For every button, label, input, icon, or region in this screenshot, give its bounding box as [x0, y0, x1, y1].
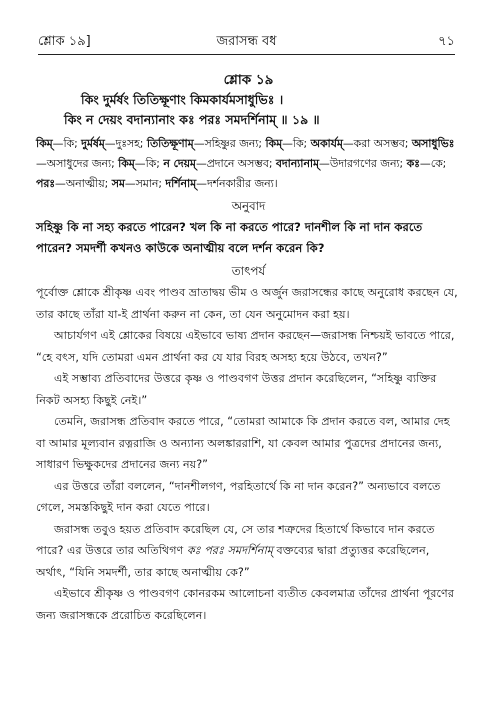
header-verse-ref: শ্লোক ১৯]: [38, 34, 91, 49]
synonym-term: কিম্‌: [36, 137, 53, 150]
paragraph-text: বক্তব্যের দ্বারা প্রত্যুত্তর করেছিলেন, অর্থাৎ, “যিনি সমদর্শী, তার কাছে অনাত্মীয় কে?”: [36, 544, 430, 579]
synonym-term: ন দেয়ম্‌: [163, 157, 196, 170]
synonym-meaning: —অনাত্মীয়;: [55, 177, 112, 190]
synonym-meaning: —প্রদানে অসম্ভব;: [195, 157, 276, 170]
synonym-meaning: —কি;: [52, 137, 82, 150]
verse-number: শ্লোক ১৯: [223, 72, 274, 88]
synonym-term: কিম্‌: [265, 137, 283, 150]
purport-heading: তাৎপর্য: [231, 264, 266, 278]
synonym-meaning: —অসাধুদের জন্য;: [36, 157, 119, 170]
header-rule: [38, 54, 455, 55]
synonym-term: বদান্যানাম্‌: [275, 157, 320, 170]
synonym-term: দর্শিনাম্‌: [165, 177, 197, 190]
quoted-sanskrit-phrase: কঃ পরঃ সমদর্শিনাম্‌: [186, 544, 273, 557]
synonym-term: অকার্যম্‌: [310, 137, 343, 150]
page-content: [36, 70, 461, 626]
purport-paragraph: আচার্যগণ এই শ্লোকের বিষয়ে এইভাবে ভাষ্য প্রদান করছেন—জরাসন্ধ নিশ্চয়ই ভাবতে পারে, “হে বৎস, যদি তোমরা এমন প্রার্থনা কর যে যার বিরহ অসহ্য হয়ে উঠবে, তখন?”: [36, 329, 455, 364]
synonym-meaning: —সহিষ্ণুর জন্য;: [193, 137, 266, 150]
paragraph-text: জরাসন্ধ তবুও হয়ত প্রতিবাদ করেছিল যে, সে তার শত্রুদের হিতার্থে কিভাবে দান করতে পারে? এর উত্তরে তার অতিথিগণ: [36, 522, 435, 557]
translation-text: সহিষ্ণু কি না সহ্য করতে পারেন? খল কি না করতে পারে? দানশীল কি না দান করতে পারেন? সমদর্শী কখনও কাউকে অনাত্মীয় বলে দর্শন করেন কি?: [36, 220, 423, 255]
purport-paragraph: [36, 519, 461, 584]
synonym-term: কিম্‌: [118, 157, 135, 170]
synonyms-block: [36, 134, 461, 194]
synonym-meaning: —দুঃসহ;: [104, 137, 147, 150]
synonym-meaning: —কে;: [419, 157, 447, 170]
purport-paragraph: পূর্বোক্ত শ্লোকে শ্রীকৃষ্ণ এবং পাণ্ডব ভ্রাতাদ্বয় ভীম ও অর্জুন জরাসন্ধের কাছে অনুরোধ করছেন যে, তার কাছে তাঁরা যা-ই প্রার্থনা করুন না কেন, তা যেন অনুমোদন করা হয়।: [36, 286, 458, 321]
purport-paragraph: এর উত্তরে তাঁরা বললেন, “দানশীলগণ, পরহিতার্থে কি না দান করেন?” অন্যভাবে বলতে গেলে, সমস্তকিছুই দান করা যেতে পারে।: [36, 479, 441, 514]
purport-paragraph: তেমনি, জরাসন্ধ প্রতিবাদ করতে পারে, “তোমরা আমাকে কি প্রদান করতে বল, আমার দেহ বা আমার মূল্যবান রত্নরাজি ও অন্যান্য অলঙ্কাররাশি, যা কেবল আমার পুত্রদের প্রদানের জন্য, সাধারণ ভিক্ষুকদের প্রদানের জন্য নয়?”: [36, 415, 450, 471]
synonym-meaning: —দর্শনকারীর জন্য।: [196, 177, 278, 190]
synonym-meaning: —কি;: [134, 157, 164, 170]
purport-paragraph: এইভাবে শ্রীকৃষ্ণ ও পাণ্ডবগণ কোনরকম আলোচনা ব্যতীত কেবলমাত্র তাঁদের প্রার্থনা পূরণের জন্য জরাসন্ধকে প্ররোচিত করেছিলেন।: [36, 587, 454, 622]
verse-line-1: কিং দুর্মর্ষং তিতিক্ষূণাং কিমকার্যমসাধুভিঃ ।: [81, 92, 284, 107]
header-chapter-title: জরাসন্ধ বধ: [216, 34, 277, 49]
synonym-term: সম: [111, 177, 125, 190]
synonym-term: পরঃ: [36, 177, 56, 190]
running-header: [38, 32, 455, 52]
synonym-meaning: —সমান;: [124, 177, 166, 190]
synonym-term: কঃ: [406, 157, 420, 170]
synonym-term: তিতিক্ষূণাম্‌: [146, 137, 194, 150]
verse-line-2: কিং ন দেয়ং বদান্যানাং কঃ পরঃ সমদর্শিনাম্‌ ॥ ১৯ ॥: [64, 112, 320, 127]
page-number: ৭১: [438, 34, 455, 49]
synonym-meaning: —উদারগণের জন্য;: [319, 157, 407, 170]
synonym-meaning: —কি;: [282, 137, 311, 150]
synonym-term: অসাধুভিঃ: [411, 137, 455, 150]
translation-heading: অনুবাদ: [231, 199, 266, 213]
purport-paragraph: এই সম্ভাব্য প্রতিবাদের উত্তরে কৃষ্ণ ও পাণ্ডবগণ উত্তর প্রদান করেছিলেন, “সহিষ্ণু ব্যক্তির নিকট অসহ্য কিছুই নেই।”: [36, 372, 437, 407]
synonym-meaning: —করা অসম্ভব;: [342, 137, 412, 150]
synonym-term: দুর্মর্ষম্‌: [81, 137, 105, 150]
